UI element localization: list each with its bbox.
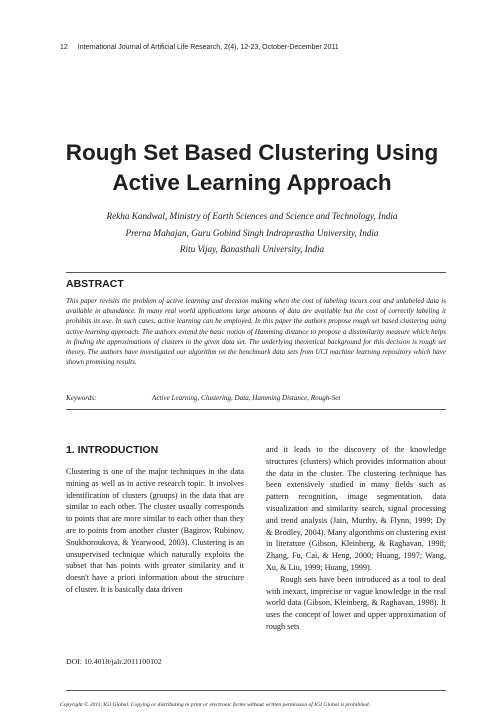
keywords-line: [66, 394, 340, 402]
body-column-right: [266, 444, 446, 633]
keywords-text: Active Learning, Clustering, Data, Hamming Distance, Rough-Set: [152, 394, 341, 402]
divider: [66, 690, 446, 691]
author-line: Rekha Kandwal, Ministry of Earth Sciences and Science and Technology, India: [106, 211, 398, 221]
body-paragraph: Rough sets have been introduced as a tool to deal with inexact, imprecise or vague knowledge in the real world data (Gibson, Kleinberg, & Raghavan, 1998). It uses the concept of lower and upper approximation of rough sets: [266, 574, 446, 631]
abstract-heading: ABSTRACT: [66, 278, 124, 290]
divider: [66, 272, 446, 273]
doi: DOI: 10.4018/jalr.2011100102: [66, 657, 162, 666]
author-line: Prerna Mahajan, Guru Gobind Singh Indraprastha University, India: [125, 227, 379, 238]
keywords-label: Keywords:: [66, 394, 97, 402]
paper-title: Rough Set Based Clustering Using Active Learning Approach: [65, 140, 439, 195]
abstract-text: This paper revisits the problem of active learning and decision making when the cost of labeling incurs cost and unlabeled data is available in abundance. In many real world applications large amounts of data are available but the cost of correctly labeling it prohibits its use. In such cases, active learning can be employed. In this paper the authors propose rough set based clustering using active learning approach. The authors extend the basic notion of Hamming distance to propose a dissimilarity measure which helps in finding the approximations of clusters in the given data set. The underlying theoretical background for this decision is rough set theory. The authors have investigated our algorithm on the benchmark data sets from UCI machine learning repository which have shown promising results.: [66, 297, 446, 367]
body-paragraph: and it leads to the discovery of the knowledge structures (clusters) which provides information about the data in the cluster. The clustering technique has been extensively studied in many fields such as pattern recognition, image segmentation, data visualization and similarity search, signal processing and trend analysis (Jain, Murthy, & Flynn, 1999; Dy & Brodley, 2004). Many algorithms on clustering exist in literature (Gibson, Kleinberg, & Raghavan, 1998; Zhang, Fu, Cai, & Heng, 2000; Huang, 1997; Wang, Xu, & Liu, 1999; Huang, 1999).: [266, 445, 446, 572]
author-line: Ritu Vijay, Banasthali University, India: [179, 244, 325, 254]
body-column-left: Clustering is one of the major techniques in the data mining as well as in active research topic. It involves identification of clusters (groups) in the data that are similar to each other. The cluster usually corresponds to points that are more similar to each other than they are to points from another cluster (Bagirov, Rubinov, Soukhoroukova, & Yearwood, 2003). Clustering is an unsupervised technique which naturally exploits the subset that has points with greater similarity and it doesn't have a priori information about the structure of cluster. It is basically data driven: [66, 467, 244, 594]
section-heading: 1. INTRODUCTION: [66, 444, 159, 456]
journal-citation: International Journal of Artificial Life Research, 2(4), 12-23, October-December 2011: [77, 44, 339, 51]
page-number: 12: [60, 44, 68, 51]
copyright-footer: Copyright © 2011, IGI Global. Copying or distributing in print or electronic forms without written permission of IGI Global is prohibited.: [60, 702, 370, 708]
divider: [66, 409, 446, 410]
running-header: [60, 44, 339, 51]
author-list: [30, 208, 474, 258]
